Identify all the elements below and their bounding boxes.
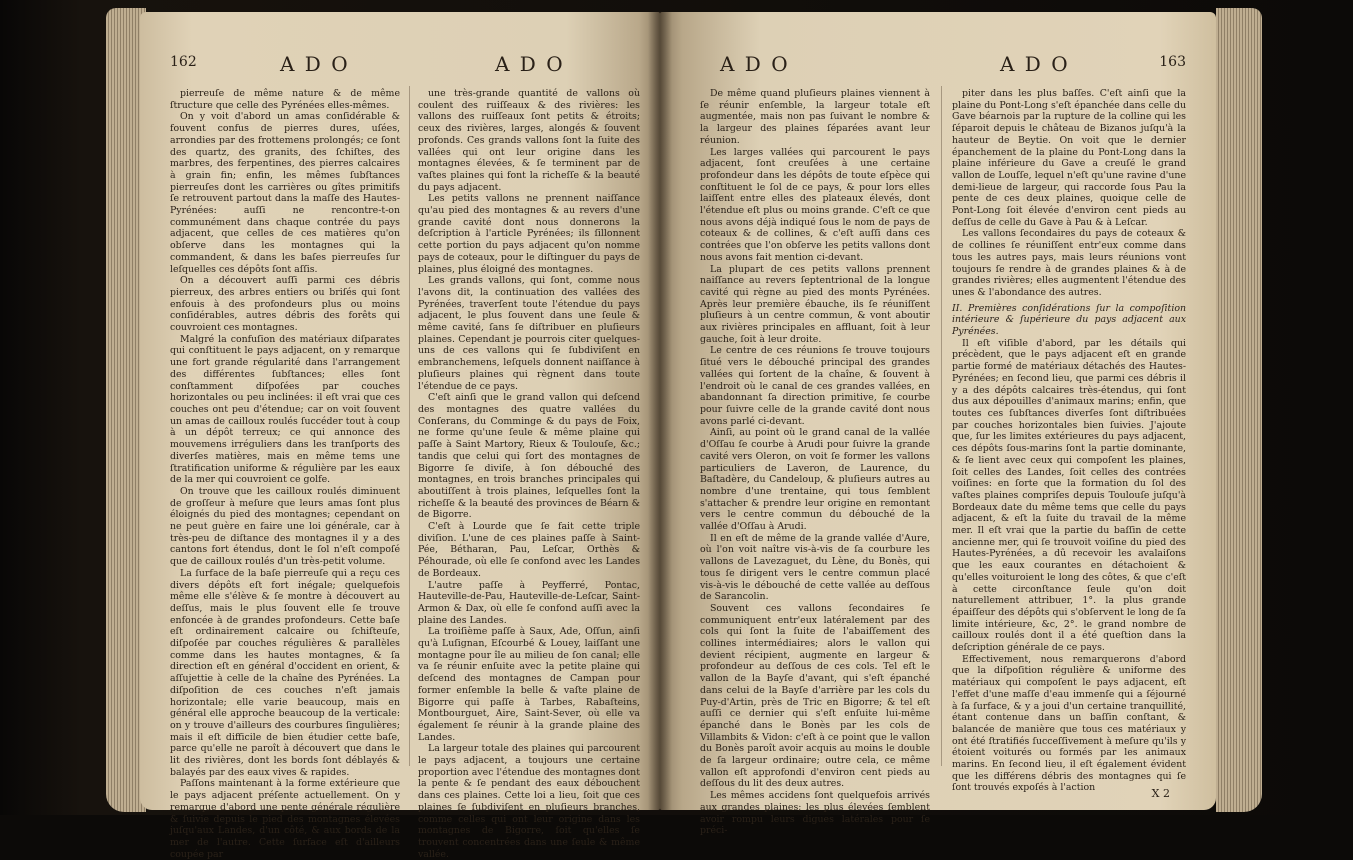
paragraph: Il eſt viſible d'abord, par les détails qui précèdent, que le pays adjacent eſt en grande partie formé de matériaux détachés des Hautes-Pyrénées; en ſecond lieu, que parmi ces débris il y a des dépôts calcaires très-étendus, qui ſont dus aux dépouilles d'animaux marins; enfin, que toutes ces ſubſtances diverſes ſont diſtribuées par couches horizontales bien ſuivies. J'ajoute que, ſur les limites extérieures du pays adjacent, ces dépôts ſous-marins ſont la partie dominante, & ſe lient avec ceux qui compoſent les plaines, ſoit celles des Landes, ſoit celles des contrées voiſines: en ſorte que la formation du ſol des vaſtes plaines compriſes depuis Toulouſe juſqu'à Bordeaux date du même tems que celle du pays adjacent, & eſt la ſuite du travail de la même mer. Il eſt vrai que la partie du baſſin de cette ancienne mer, qui ſe trouvoit voiſine du pied des Hautes-Pyrénées, a dû recevoir les avalaiſons que les eaux courantes en détachoient & qu'elles voituroient le long des côtes, & que c'eſt à cette circonſtance ſeule qu'on doit naturellement attribuer, 1°. la plus grande épaiſſeur des dépôts qui s'obſervent le long de ſa limite intérieure, &c, 2°. le grand nombre de cailloux roulés dont il a été queſtion dans la deſcription générale de ce pays. (952, 337, 1186, 654)
column-divider (941, 86, 942, 766)
paragraph: pierreuſe de même nature & de même ſtructure que celle des Pyrénées elles-mêmes. (170, 88, 400, 111)
paragraph: On y voit d'abord un amas conſidérable & fouvent confus de pierres dures, uſées, arrondies par des frottemens prolongés; ce ſont des quartz, des granits, des ſchiſtes, des marbres, des ferpentines, des pierres calcaires à grain fin; enfin, les mêmes ſubſtances pierreuſes dont les carrières ou gîtes primitifs ſe retrouvent partout dans la maſſe des Hautes-Pyrénées: auſſi ne rencontre-t-on communément dans chaque contrée du pays adjacent, que celles de ces matières qu'on obſerve dans les montagnes qui la commandent, & dans les baſes pierreuſes ſur leſquelles ces dépôts ſont aſſis. (170, 111, 400, 275)
left-page (140, 12, 660, 860)
left-head-title-1: A D O (280, 52, 350, 76)
paragraph: La ſurface de la baſe pierreuſe qui a reçu ces divers dépôts eſt fort inégale; quelquefois même elle s'élève & ſe montre à découvert au deſſus, mais le plus ſouvent elle ſe trouve enfoncée à de grandes profondeurs. Cette baſe eſt ordinairement calcaire ou ſchiſteuſe, diſpoſée par couches régulières & parallèles comme dans les hautes montagnes, & ſa direction eſt en général d'occident en orient, & aſſujettie à celle de la chaîne des Pyrénées. La diſpoſition de ces couches n'eſt jamais horizontale; elle varie beaucoup, mais en général elle approche beaucoup de la verticale: on y trouve d'ailleurs des courbures ſingulières; mais il eſt difficile de bien étudier cette baſe, parce qu'elle ne paroît à découvert que dans le lit des rivières, dont les bords ſont déblayés & balayés par des eaux vives & rapides. (170, 567, 400, 778)
paragraph: La largeur totale des plaines qui parcourent le pays adjacent, a toujours une certaine proportion avec l'étendue des montagnes dont la pente & ſe pendant des eaux débouchent dans ces plaines. Cette loi a lieu, ſoit que ces plaines ſe ſubdiviſent en pluſieurs branches, comme celles qui ont leur origine dans les montagnes de Bigorre, ſoit qu'elles ſe trouvent concentrées dans une ſeule & même vallée. (418, 743, 640, 860)
right-column-1 (700, 88, 930, 837)
paragraph: piter dans les plus baſſes. C'eſt ainſi que la plaine du Pont-Long s'eſt épanchée dans celle du Gave béarnois par la rupture de la colline qui les ſéparoit depuis le château de Bizanos juſqu'à la hauteur de Beytie. On voit que le dernier épanchement de la plaine du Pont-Long dans la plaine inférieure du Gave a creuſé le grand vallon de Louſſe, lequel n'eſt qu'une ravine d'une demi-lieue de largeur, qui raccorde ſous Pau la pente de ces deux plaines, quoique celle de Pont-Long ſoit élevée d'environ cent pieds au deſſus de celle du Gave à Pau & à Leſcar. (952, 88, 1186, 228)
right-head-title-2: A D O (1000, 52, 1070, 76)
paragraph: Paſſons maintenant à la forme extérieure que le pays adjacent préſente actuellement. On y remarque d'abord une pente générale régulière & ſuivie depuis le pied des montagnes élevées juſqu'aux Landes, d'un côté, & aux bords de la mer de l'autre. Cette ſurface eſt d'ailleurs coupée par (170, 778, 400, 860)
left-column-1 (170, 88, 400, 860)
paragraph: Les mêmes accidens ſont quelquefois arrivés aux grandes plaines; les plus élevées ſemblent avoir rompu leurs digues latérales pour ſe préci- (700, 790, 930, 837)
signature-mark: X 2 (1151, 787, 1170, 800)
right-running-head (660, 52, 1216, 78)
paragraph: Les grands vallons, qui ſont, comme nous l'avons dit, la continuation des vallées des Pyrénées, traverſent toute l'étendue du pays adjacent, le plus ſouvent dans une ſeule & même cavité, ſans ſe diſtribuer en pluſieurs plaines. Cependant je pourrois citer quelques-uns de ces vallons qui ſe ſubdiviſent en embranchemens, leſquels donnent naiſſance à pluſieurs plaines qui règnent dans toute l'étendue de ce pays. (418, 275, 640, 392)
paragraph: une très-grande quantité de vallons où coulent des ruiſſeaux & des rivières: les vallons des ruiſſeaux ſont petits & étroits; ceux des rivières, larges, alongés & ſouvent profonds. Ces grands vallons ſont la ſuite des vallées qui ont leur origine dans les montagnes élevées, & ſe terminent par de vaſtes plaines qui font la richeſſe & la beauté du pays adjacent. (418, 88, 640, 193)
paragraph: C'eſt à Lourde que ſe fait cette triple diviſion. L'une de ces plaines paſſe à Saint-Pée, Bétharan, Pau, Leſcar, Orthès & Péhourade, où elle ſe confond avec les Landes de Bordeaux. (418, 521, 640, 579)
paragraph: On a découvert auſſi parmi ces débris pierreux, des arbres entiers ou briſés qui ſont enfouis à des profondeurs plus ou moins conſidérables, autres débris des forêts qui couvroient ces montagnes. (170, 275, 400, 334)
paragraph: La plupart de ces petits vallons prennent naiſſance au revers ſeptentrional de la longue cavité qui règne au pied des monts Pyrénées. Après leur première ébauche, ils ſe réuniſſent pluſieurs à un centre commun, & vont aboutir aux rivières principales en affluant, ſoit à leur gauche, ſoit à leur droite. (700, 263, 930, 345)
paragraph: Les petits vallons ne prennent naiſſance qu'au pied des montagnes & au revers d'une grande cavité dont nous donnerons la deſcription à l'article Pyrénées; ils ſillonnent cette portion du pays adjacent qu'on nomme pays de coteaux, pour le diſtinguer du pays de plaines, plus éloigné des montagnes. (418, 193, 640, 275)
paragraph: On trouve que les cailloux roulés diminuent de groſſeur à meſure que leurs amas ſont plus éloignés du pied des montagnes; cependant on ne peut guère en faire une loi générale, car à très-peu de diſtance des montagnes il y a des cantons fort étendus, dont le ſol n'eſt compoſé que de cailloux roulés d'un très-petit volume. (170, 485, 400, 568)
right-page-edges (1216, 8, 1262, 812)
paragraph: Le centre de ces réunions ſe trouve toujours ſitué vers le débouché principal des grandes vallées qui ſortent de la chaîne, & ſouvent à l'endroit où le canal de ces grandes vallées, en abandonnant ſa direction primitive, ſe courbe pour ſuivre celle de la grande cavité dont nous avons parlé ci-devant. (700, 345, 930, 427)
paragraph: Souvent ces vallons ſecondaires ſe communiquent entr'eux latéralement par des cols qui ſont la ſuite de l'abaiſſement des collines intermédiaires; alors le vallon qui devient récipient, augmente en largeur & profondeur au deſſous de ces cols. Tel eſt le vallon de la Bayſe d'avant, qui s'eſt épanché dans celui de la Bayſe d'arrière par les cols du Puy-d'Artin, près de Tric en Bigorre; & tel eſt auſſi ce dernier qui s'eſt enſuite lui-même épanché dans le Bonès par les cols de Villambits & Vidon: c'eſt à ce point que le vallon du Bonès paroît avoir acquis au moins le double de ſa largeur ordinaire; outre cela, ce même vallon eſt approfondi d'environ cent pieds au deſſous du lit des deux autres. (700, 602, 930, 790)
paragraph: Les vallons ſecondaires du pays de coteaux & de collines ſe réuniſſent entr'eux comme dans tous les autres pays, mais leurs réunions vont toujours ſe rendre à de grandes plaines & à de grandes rivières; elles augmentent l'étendue des unes & l'abondance des autres. (952, 228, 1186, 298)
paragraph: De même quand pluſieurs plaines viennent à ſe réunir enſemble, la largeur totale eſt augmentée, mais non pas ſuivant le nombre & la largeur des plaines ſéparées avant leur réunion. (700, 88, 930, 146)
book-gutter (648, 12, 672, 810)
paragraph: Effectivement, nous remarquerons d'abord que la diſpoſition régulière & uniforme des matériaux qui compoſent le pays adjacent, eſt l'effet d'une maſſe d'eau immenſe qui a ſéjourné à ſa ſurface, & y a joui d'un certaine tranquillité, étant contenue dans un baſſin conſtant, & balancée de manière que tous ces matériaux y ont été ſtratifiés ſucceſſivement à meſure qu'ils y étoient voiturés ou formés par les animaux marins. En ſecond lieu, il eſt également évident que les différens débris des montagnes qui ſe ſont trouvés expoſés à l'action (952, 653, 1186, 794)
section-heading: II. Premières conſidérations ſur la compoſition intérieure & ſupérieure du pays adjacent aux Pyrénées. (952, 302, 1186, 338)
paragraph: Ainſi, au point où le grand canal de la vallée d'Oſſau ſe courbe à Arudi pour ſuivre la grande cavité vers Oleron, on voit ſe former les vallons particuliers de Laveron, de Laurence, du Baſtadère, du Candeloup, & pluſieurs autres au nombre d'une trentaine, qui tous ſemblent s'attacher & prendre leur origine en remontant vers le centre commun du débouché de la vallée d'Oſſau à Arudi. (700, 427, 930, 533)
left-running-head (140, 52, 660, 78)
right-page (660, 12, 1216, 837)
left-column-2 (418, 88, 640, 860)
paragraph: Il en eſt de même de la grande vallée d'Aure, où l'on voit naître vis-à-vis de ſa courbure les vallons de Lavezaguet, du Lène, du Bonès, qui tous ſe dirigent vers le centre commun placé vis-à-vis le débouché de cette vallée au deſſous de Sarancolin. (700, 532, 930, 603)
paragraph: La troiſième paſſe à Saux, Ade, Oſſun, ainſi qu'à Luſignan, Eſcourbé & Louey, laiſſant une montagne pour île au milieu de ſon canal; elle va ſe réunir enſuite avec la petite plaine qui deſcend des montagnes de Campan pour former enſemble la belle & vaſte plaine de Bigorre qui paſſe à Tarbes, Rabaſteins, Montbourguet, Aire, Saint-Sever, où elle va également ſe réunir à la grande plaine des Landes. (418, 626, 640, 743)
left-page-number: 162 (170, 54, 197, 70)
paragraph: Malgré la confuſion des matériaux diſparates qui conſtituent le pays adjacent, on y remarque une fort grande régularité dans l'arrangement des différentes ſubſtances; elles ſont conſtamment diſpoſées par couches horizontales ou peu inclinées: il eſt vrai que ces couches ont peu d'étendue; car on voit ſouvent un amas de cailloux roulés ſuccéder tout à coup à un dépôt terreux; ce qui annonce des mouvemens irréguliers dans les tranſports des diverſes matières, mais en même tems une ſtratification uniforme & régulière par les eaux de la mer qui couvroient ce golfe. (170, 333, 400, 486)
right-head-title-1: A D O (720, 52, 790, 76)
column-divider (409, 86, 410, 766)
paragraph: Les larges vallées qui parcourent le pays adjacent, ſont creuſées à une certaine profondeur dans les dépôts de toute eſpèce qui conſtituent le ſol de ce pays, & pour lors elles laiſſent entre elles des plateaux élevés, dont l'étendue eſt plus ou moins grande. C'eſt ce que nous avons déjà indiqué ſous le nom de pays de coteaux & de collines, & c'eſt auſſi dans ces contrées que l'on obſerve les petits vallons dont nous avons fait mention ci-devant. (700, 146, 930, 263)
right-page-number: 163 (1159, 54, 1186, 70)
left-head-title-2: A D O (495, 52, 565, 76)
paragraph: L'autre paſſe à Peyfferré, Pontac, Hauteville-de-Pau, Hauteville-de-Leſcar, Saint-Armon & Dax, où elle ſe confond auſſi avec la plaine des Landes. (418, 579, 640, 626)
paragraph: C'eſt ainſi que le grand vallon qui deſcend des montagnes des quatre vallées du Conſerans, du Comminge & du pays de Foix, ne forme qu'une ſeule & même plaine qui paſſe à Saint Martory, Rieux & Toulouſe, &c.; tandis que celui qui ſort des montagnes de Bigorre ſe diviſe, à ſon débouché des montagnes, en trois branches principales qui aboutiſſent à trois plaines, leſquelles ſont la richeſſe & la beauté des provinces de Béarn & de Bigorre. (418, 392, 640, 521)
